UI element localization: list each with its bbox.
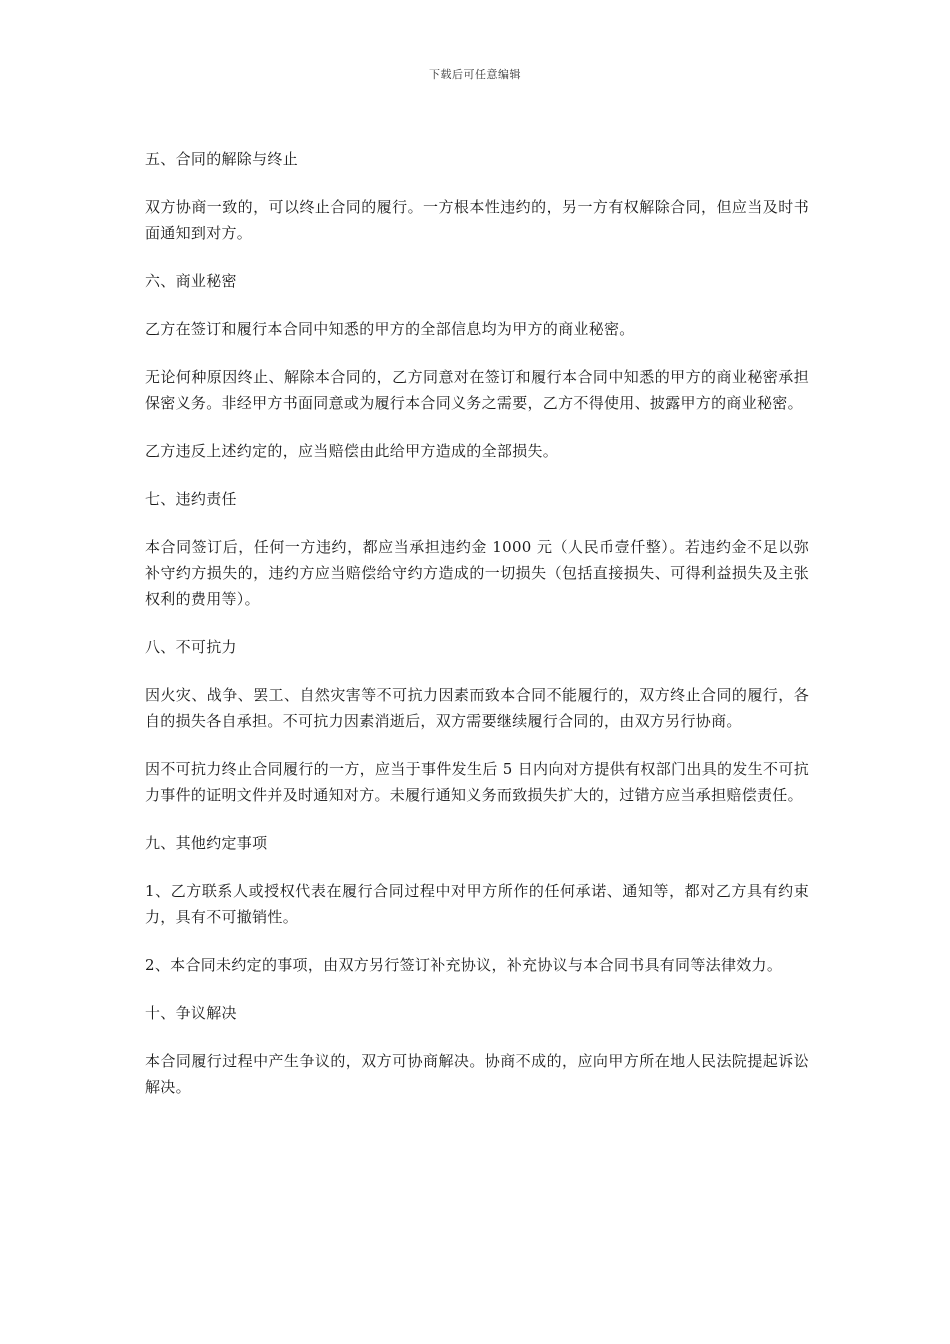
- paragraph: 因不可抗力终止合同履行的一方，应当于事件发生后 5 日内向对方提供有权部门出具的发生不可抗力事件的证明文件并及时通知对方。未履行通知义务而致损失扩大的，过错方应当承担赔偿责任。: [145, 760, 809, 804]
- section-heading: 八、不可抗力: [145, 638, 237, 656]
- section-heading: 七、违约责任: [145, 490, 237, 508]
- header-note: 下载后可任意编辑: [429, 68, 521, 81]
- section-heading: 十、争议解决: [145, 1004, 237, 1022]
- paragraph: 乙方在签订和履行本合同中知悉的甲方的全部信息均为甲方的商业秘密。: [145, 320, 635, 338]
- paragraph: 本合同签订后，任何一方违约，都应当承担违约金 1000 元（人民币壹仟整）。若违约金不足以弥补守约方损失的，违约方应当赔偿给守约方造成的一切损失（包括直接损失、可得利益损失及主张权利的费用等）。: [145, 538, 809, 608]
- paragraph: 因火灾、战争、罢工、自然灾害等不可抗力因素而致本合同不能履行的，双方终止合同的履行，各自的损失各自承担。不可抗力因素消逝后，双方需要继续履行合同的，由双方另行协商。: [145, 686, 809, 730]
- paragraph: 本合同履行过程中产生争议的，双方可协商解决。协商不成的，应向甲方所在地人民法院提起诉讼解决。: [145, 1052, 809, 1096]
- section-heading: 五、合同的解除与终止: [145, 150, 299, 168]
- paragraph: 1、乙方联系人或授权代表在履行合同过程中对甲方所作的任何承诺、通知等，都对乙方具有约束力，具有不可撤销性。: [145, 882, 809, 926]
- paragraph: 乙方违反上述约定的，应当赔偿由此给甲方造成的全部损失。: [145, 442, 559, 460]
- document-body: [145, 146, 809, 1122]
- paragraph: 2、本合同未约定的事项，由双方另行签订补充协议，补充协议与本合同书具有同等法律效力。: [145, 956, 783, 974]
- section-heading: 九、其他约定事项: [145, 834, 268, 852]
- paragraph: 无论何种原因终止、解除本合同的，乙方同意对在签订和履行本合同中知悉的甲方的商业秘密承担保密义务。非经甲方书面同意或为履行本合同义务之需要，乙方不得使用、披露甲方的商业秘密。: [145, 368, 809, 412]
- section-heading: 六、商业秘密: [145, 272, 237, 290]
- paragraph: 双方协商一致的，可以终止合同的履行。一方根本性违约的，另一方有权解除合同，但应当及时书面通知到对方。: [145, 198, 809, 242]
